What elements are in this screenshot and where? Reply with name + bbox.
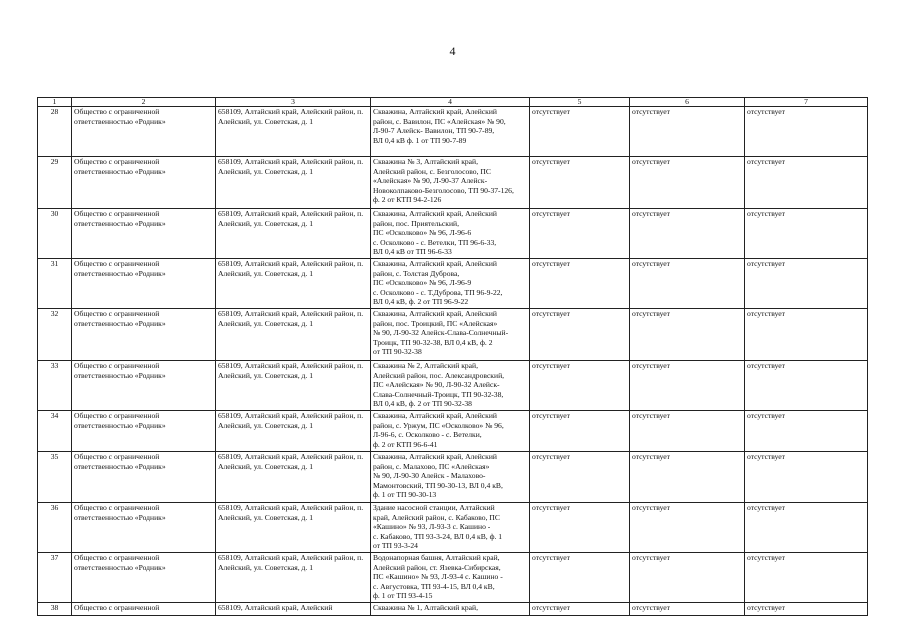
object-location-cell: Скважина № 1, Алтайский край, [371, 603, 530, 616]
column-6-cell: отсутствует [630, 503, 745, 553]
table-row [38, 309, 868, 361]
column-7-cell: отсутствует [745, 603, 868, 616]
organization-name-cell: Общество с ограниченной ответственностью «Родник» [72, 309, 216, 361]
column-7-cell: отсутствует [745, 452, 868, 503]
column-6-cell: отсутствует [630, 452, 745, 503]
address-cell: 658109, Алтайский край, Алейский район, п. Алейский, ул. Советская, д. 1 [216, 411, 371, 452]
address-cell: 658109, Алтайский край, Алейский район, п. Алейский, ул. Советская, д. 1 [216, 309, 371, 361]
column-7-cell: отсутствует [745, 553, 868, 603]
row-number-cell: 35 [38, 452, 72, 503]
column-5-cell: отсутствует [530, 452, 630, 503]
object-location-cell: Скважина, Алтайский край, Алейский район, с. Толстая Дуброва, ПС «Осколково» № 96, Л-96-9 с. Осколково - с. Т.Дуброва, ТП 96-9-22, ВЛ 0,4 кВ, ф. 2 от ТП 96-9-22 [371, 259, 530, 309]
row-number-cell: 30 [38, 209, 72, 259]
row-number-cell: 37 [38, 553, 72, 603]
row-number-cell: 33 [38, 361, 72, 411]
table-row [38, 259, 868, 309]
column-5-cell: отсутствует [530, 503, 630, 553]
table-body [38, 98, 868, 616]
column-6-cell: отсутствует [630, 107, 745, 157]
address-cell: 658109, Алтайский край, Алейский район, п. Алейский, ул. Советская, д. 1 [216, 503, 371, 553]
organization-name-cell: Общество с ограниченной ответственностью «Родник» [72, 157, 216, 209]
row-number-cell: 32 [38, 309, 72, 361]
column-5-cell: отсутствует [530, 603, 630, 616]
column-5-cell: отсутствует [530, 411, 630, 452]
page-number: 4 [449, 44, 456, 58]
address-cell: 658109, Алтайский край, Алейский район, п. Алейский, ул. Советская, д. 1 [216, 157, 371, 209]
row-number-cell: 38 [38, 603, 72, 616]
table-row [38, 452, 868, 503]
table-row [38, 411, 868, 452]
organization-name-cell: Общество с ограниченной ответственностью «Родник» [72, 553, 216, 603]
column-7-cell: отсутствует [745, 309, 868, 361]
table-header-row [38, 98, 868, 107]
header-cell: 2 [72, 98, 216, 107]
column-5-cell: отсутствует [530, 259, 630, 309]
table-row [38, 603, 868, 616]
organization-name-cell: Общество с ограниченной ответственностью «Родник» [72, 361, 216, 411]
column-6-cell: отсутствует [630, 361, 745, 411]
table-row [38, 503, 868, 553]
row-number-cell: 28 [38, 107, 72, 157]
data-table [37, 97, 868, 616]
organization-name-cell: Общество с ограниченной ответственностью «Родник» [72, 411, 216, 452]
address-cell: 658109, Алтайский край, Алейский район, п. Алейский, ул. Советская, д. 1 [216, 209, 371, 259]
address-cell: 658109, Алтайский край, Алейский район, п. Алейский, ул. Советская, д. 1 [216, 107, 371, 157]
column-7-cell: отсутствует [745, 107, 868, 157]
address-cell: 658109, Алтайский край, Алейский район, п. Алейский, ул. Советская, д. 1 [216, 452, 371, 503]
header-cell: 6 [630, 98, 745, 107]
table-row [38, 209, 868, 259]
column-5-cell: отсутствует [530, 107, 630, 157]
column-5-cell: отсутствует [530, 361, 630, 411]
header-cell: 7 [745, 98, 868, 107]
header-cell: 1 [38, 98, 72, 107]
table-row [38, 107, 868, 157]
address-cell: 658109, Алтайский край, Алейский район, п. Алейский, ул. Советская, д. 1 [216, 553, 371, 603]
column-5-cell: отсутствует [530, 309, 630, 361]
column-5-cell: отсутствует [530, 209, 630, 259]
column-6-cell: отсутствует [630, 209, 745, 259]
object-location-cell: Скважина, Алтайский край, Алейский район, с. Вавилон, ПС «Алейская» № 90, Л-90-7 Алейск- Вавилон, ТП 90-7-89, ВЛ 0,4 кВ ф. 1 от ТП 90-7-89 [371, 107, 530, 157]
column-7-cell: отсутствует [745, 157, 868, 209]
object-location-cell: Скважина, Алтайский край, Алейский район, с. Уржум, ПС «Осколково» № 96, Л-96-6, с. Осколково - с. Ветелки, ф. 2 от КТП 96-6-41 [371, 411, 530, 452]
address-cell: 658109, Алтайский край, Алейский район, п. Алейский, ул. Советская, д. 1 [216, 361, 371, 411]
object-location-cell: Скважина № 2, Алтайский край, Алейский район, пос. Александровский, ПС «Алейская» № 90, Л-90-32 Алейск- Слава-Солнечный-Троицк, ТП 90-32-38, ВЛ 0,4 кВ, ф. 2 от ТП 90-32-38 [371, 361, 530, 411]
column-7-cell: отсутствует [745, 361, 868, 411]
organization-name-cell: Общество с ограниченной [72, 603, 216, 616]
object-location-cell: Здание насосной станции, Алтайский край, Алейский район, с. Кабаково, ПС «Кашино» № 93, Л-93-3 с. Кашино - с. Кабаково, ТП 93-3-24, ВЛ 0,4 кВ, ф. 1 от ТП 93-3-24 [371, 503, 530, 553]
header-cell: 4 [371, 98, 530, 107]
column-7-cell: отсутствует [745, 209, 868, 259]
table-row [38, 157, 868, 209]
object-location-cell: Скважина № 3, Алтайский край, Алейский район, с. Безголосово, ПС «Алейская» № 90, Л-90-37 Алейск- Новоколпаково-Безголосово, ТП 90-37-126, ф. 2 от КТП 94-2-126 [371, 157, 530, 209]
object-location-cell: Скважина, Алтайский край, Алейский район, пос. Троицкий, ПС «Алейская» № 90, Л-90-32 Алейск-Слава-Солнечный- Троицк, ТП 90-32-38, ВЛ 0,4 кВ, ф. 2 от ТП 90-32-38 [371, 309, 530, 361]
column-6-cell: отсутствует [630, 553, 745, 603]
column-6-cell: отсутствует [630, 411, 745, 452]
address-cell: 658109, Алтайский край, Алейский район, п. Алейский, ул. Советская, д. 1 [216, 259, 371, 309]
row-number-cell: 31 [38, 259, 72, 309]
organization-name-cell: Общество с ограниченной ответственностью «Родник» [72, 259, 216, 309]
address-cell: 658109, Алтайский край, Алейский [216, 603, 371, 616]
organization-name-cell: Общество с ограниченной ответственностью «Родник» [72, 452, 216, 503]
object-location-cell: Водонапорная башня, Алтайский край, Алейский район, ст. Язевка-Сибирская, ПС «Кашино» № 93, Л-93-4 с. Кашино - с. Августовка, ТП 93-4-15, ВЛ 0,4 кВ, ф. 1 от ТП 93-4-15 [371, 553, 530, 603]
header-cell: 5 [530, 98, 630, 107]
column-6-cell: отсутствует [630, 603, 745, 616]
column-7-cell: отсутствует [745, 259, 868, 309]
organization-name-cell: Общество с ограниченной ответственностью «Родник» [72, 209, 216, 259]
column-7-cell: отсутствует [745, 411, 868, 452]
column-5-cell: отсутствует [530, 553, 630, 603]
table-row [38, 361, 868, 411]
organization-name-cell: Общество с ограниченной ответственностью «Родник» [72, 107, 216, 157]
object-location-cell: Скважина, Алтайский край, Алейский район, с. Малахово, ПС «Алейская» № 90, Л-90-30 Алейск - Малахово- Мамонтовский, ТП 90-30-13, ВЛ 0,4 кВ, ф. 1 от ТП 90-30-13 [371, 452, 530, 503]
table-row [38, 553, 868, 603]
organization-name-cell: Общество с ограниченной ответственностью «Родник» [72, 503, 216, 553]
object-location-cell: Скважина, Алтайский край, Алейский район, пос. Приятельский, ПС «Осколково» № 96, Л-96-6 с. Осколково - с. Ветелки, ТП 96-6-33, ВЛ 0,4 кВ от ТП 96-6-33 [371, 209, 530, 259]
row-number-cell: 29 [38, 157, 72, 209]
header-cell: 3 [216, 98, 371, 107]
column-6-cell: отсутствует [630, 259, 745, 309]
column-6-cell: отсутствует [630, 157, 745, 209]
column-6-cell: отсутствует [630, 309, 745, 361]
row-number-cell: 36 [38, 503, 72, 553]
column-7-cell: отсутствует [745, 503, 868, 553]
column-5-cell: отсутствует [530, 157, 630, 209]
row-number-cell: 34 [38, 411, 72, 452]
